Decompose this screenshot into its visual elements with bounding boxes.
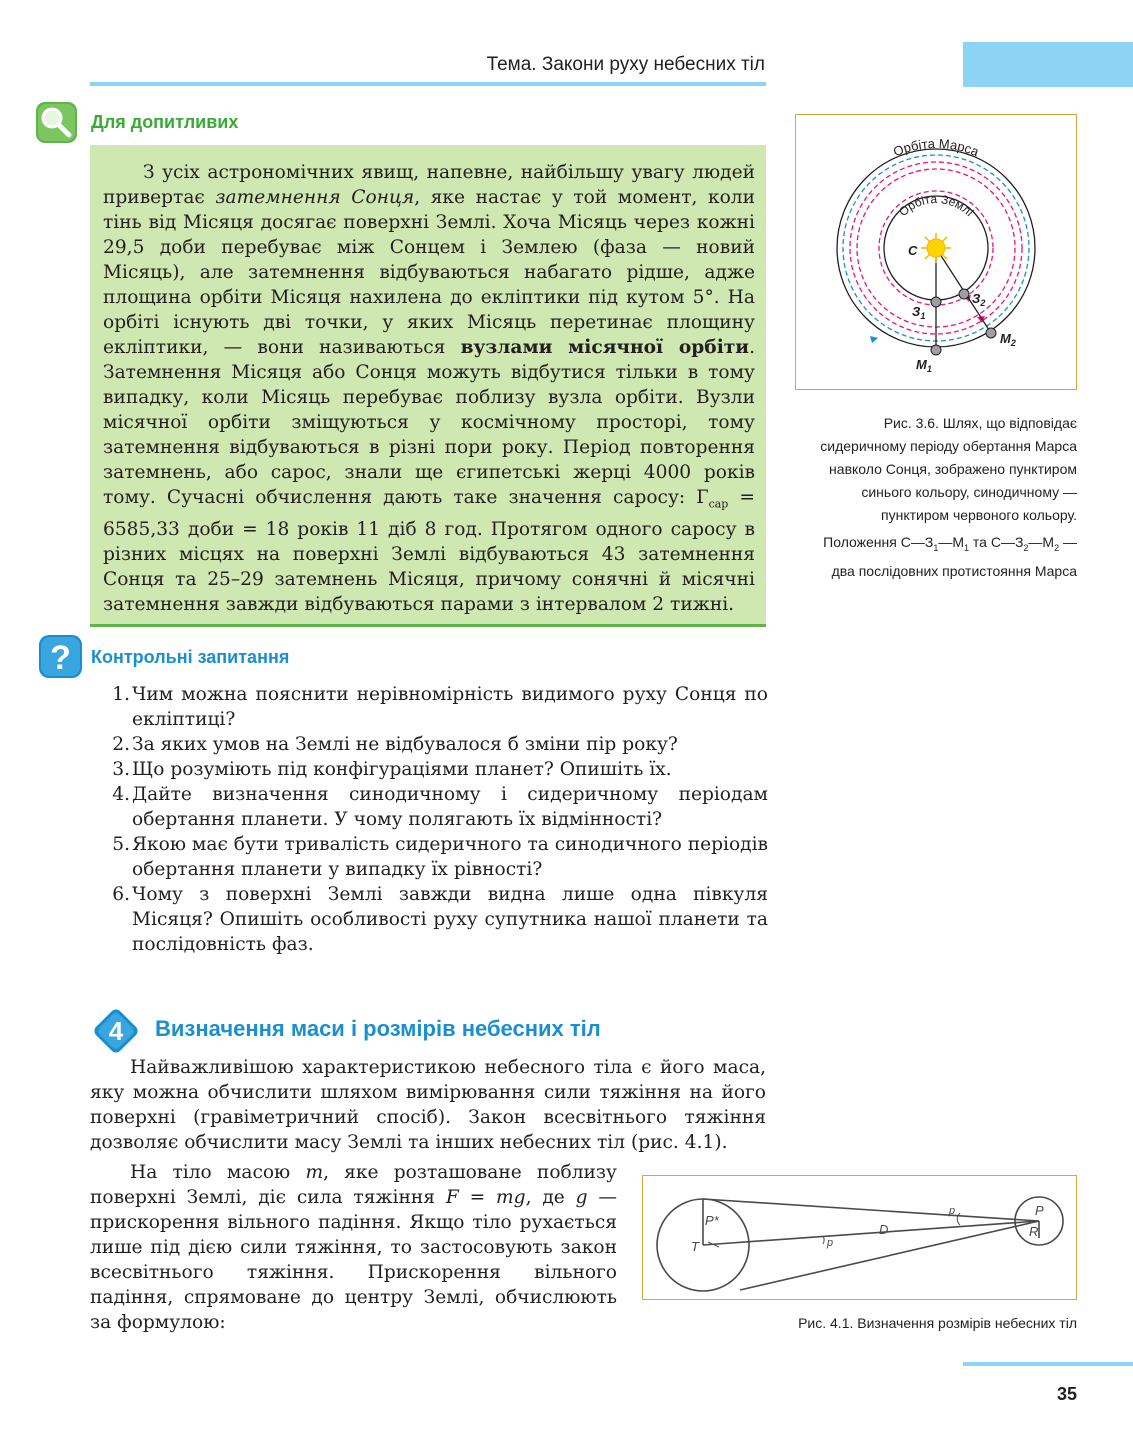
- label-Pstar: P*: [705, 1213, 719, 1228]
- svg-text:4: 4: [108, 1016, 124, 1046]
- sun-label: С: [908, 243, 918, 258]
- header-color-block: [963, 42, 1133, 87]
- questions-section-title: Контрольні запитання: [91, 647, 290, 667]
- label-p-lower: p: [827, 1237, 834, 1249]
- mars-position-1: [931, 345, 941, 355]
- earth-position-2: [959, 289, 969, 299]
- list-item: 4. Дайте визначення синодичному і сидеричному періодам обертання планети. У чому полягають їх відмінності?: [112, 784, 768, 830]
- list-item: 1. Чим можна пояснити нерівномірність видимого руху Сонця по екліптиці?: [112, 684, 768, 730]
- sun-icon: [921, 233, 951, 263]
- orbit-diagram: [796, 115, 1076, 389]
- curious-text: З усіх астрономічних явищ, напевне, найбільшу увагу людей привертає затемнення Сонця, яке настає у той момент, коли тінь від Місяця досягає поверхні Землі. Хоча Місяць через кожні 29,5 доби перебуває між Сонцем і Землею (фаза — новий Місяць), але затемнення відбуваються набагато рідше, адже площина орбіти Місяця нахилена до екліптики під кутом 5°. На орбіті існують дві точки, у яких Місяць перетинає площину екліптики, — вони називаються вузлами місячної орбіти. Затемнення Місяця або Сонця можуть відбутися тільки в тому випадку, коли Місяць перебуває поблизу вузла орбіти. Вузли місячної орбіти зміщуються у космічному просторі, тому затемнення відбуваються в різні пори року. Період повторення затемнень, або сарос, знали ще єгипетські жерці 4000 років тому. Сучасні обчислення дають таке значення саросу: $Г_{сар} = 6585,33$ доби = 18 років 11 діб 8 год. Протягом одного саросу в різних місцях на поверхні Землі відбуваються 43 затемнення Сонця та 25–29 затемнень Місяця, причому сонячні й місячні затемнення завжди відбуваються парами з інтервалом 2 тижні.: [103, 162, 756, 615]
- page-number: 35: [1056, 1384, 1077, 1404]
- label-D: D: [879, 1222, 889, 1237]
- size-determination-diagram: [643, 1176, 1076, 1299]
- line-upper-tangent: [703, 1199, 1039, 1221]
- e2-label: $З_2$: [972, 291, 986, 308]
- earth-position-1: [931, 297, 941, 307]
- svg-text:?: ?: [50, 639, 71, 677]
- figure-3-6-caption: Рис. 3.6. Шлях, що відповідає сидеричному періоду обертання Марса навколо Сонця, зображено пунктиром синього кольору, синодичному — пунктиром червоного кольору. Положення $С—З_1—М_1$ та $С—З_2—М_2$ — два послідовних протистояння Марса: [820, 415, 1077, 579]
- earth-orbit-label: Орбіта Землі: [896, 191, 977, 220]
- footer-rule: [963, 1362, 1133, 1366]
- label-R: R: [1029, 1224, 1039, 1239]
- mars-orbit-label: Орбіта Марса: [891, 135, 982, 160]
- list-item: 3. Що розуміють під конфігураціями планет? Опишіть їх.: [112, 759, 672, 780]
- questions-list: [108, 682, 768, 957]
- m2-label: $М_2$: [1000, 331, 1016, 348]
- m1-label: $М_1$: [916, 357, 932, 374]
- list-item: 2. За яких умов на Землі не відбувалося б зміни пір року?: [112, 734, 678, 755]
- figure-4-1-caption: Рис. 4.1. Визначення розмірів небесних тіл: [798, 1315, 1077, 1331]
- section-paragraph-1: Найважливішою характеристикою небесного тіла є його маса, яку можна обчислити шляхом вимірювання сили тяжіння на його поверхні (гравіметричний спосіб). Закон всесвітнього тяжіння дозволяє обчислити масу Землі та інших небесних тіл (рис. 4.1).: [90, 1057, 766, 1153]
- e1-label: $З_1$: [912, 304, 926, 321]
- mars-position-2: [986, 328, 996, 338]
- magnifier-icon: [35, 101, 78, 144]
- label-T: T: [691, 1239, 699, 1254]
- curious-section-title: Для допитливих: [91, 112, 239, 132]
- blue-arrow-icon: [870, 336, 878, 343]
- term-solar-eclipse: затемнення Сонця: [215, 187, 415, 208]
- header-rule: [90, 82, 766, 86]
- label-P: P: [1035, 1203, 1044, 1218]
- term-lunar-nodes: вузлами місячної орбіти: [460, 337, 750, 358]
- list-item: 6. Чому з поверхні Землі завжди видна лише одна півкуля Місяця? Опишіть особливості руху супутника нашої планети та послідовність фаз.: [112, 884, 768, 955]
- question-icon: [38, 634, 83, 679]
- figure-3-6-frame: [795, 114, 1077, 390]
- label-p-upper: p: [949, 1205, 956, 1217]
- page-header-title: Тема. Закони руху небесних тіл: [486, 54, 765, 75]
- section-number-badge: [90, 1005, 142, 1057]
- section-title: Визначення маси і розмірів небесних тіл: [155, 1016, 601, 1041]
- section-paragraph-2: На тіло масою m, яке розташоване поблизу поверхні Землі, діє сила тяжіння F = mg, де g — прискорення вільного падіння. Якщо тіло рухається лише під дією сили тяжіння, то застосовують закон всесвітнього тяжіння. Прискорення вільного падіння, спрямоване до центру Землі, обчислюють за формулою:: [90, 1162, 617, 1333]
- list-item: 5. Якою має бути тривалість сидеричного та синодичного періодів обертання планети у випадку їх рівності?: [112, 834, 768, 880]
- figure-4-1-frame: [642, 1175, 1077, 1300]
